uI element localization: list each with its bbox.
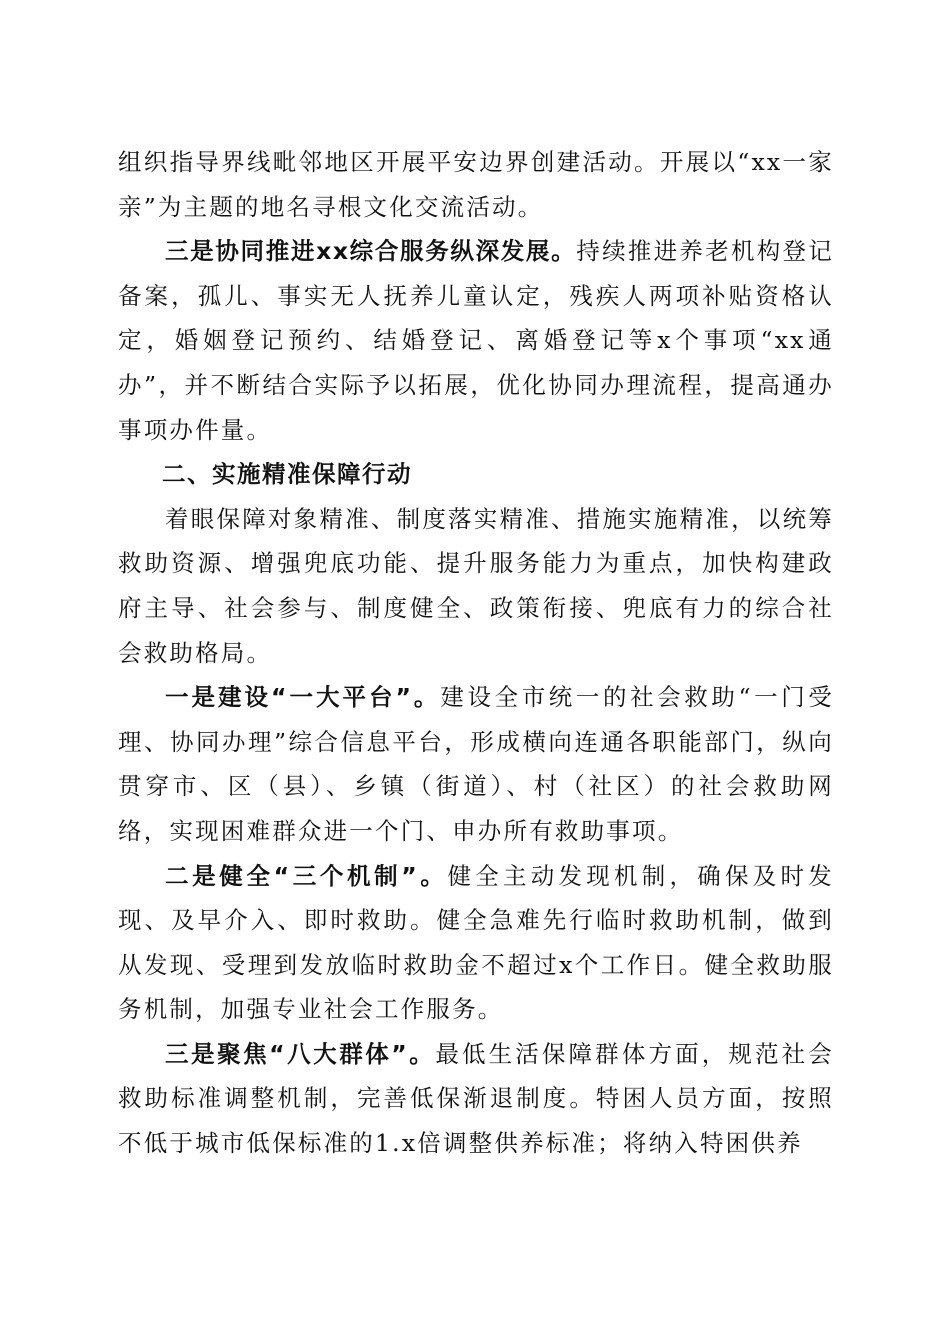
paragraph-5	[118, 854, 834, 1032]
paragraph-6	[118, 1032, 834, 1166]
paragraph-6-lead: 三是聚焦“八大群体”。	[165, 1039, 436, 1068]
paragraph-3	[118, 497, 834, 675]
paragraph-4-text: 建设全市统一的社会救助“一门受理、协同办理”综合信息平台，形成横向连通各职能部门，纵向贯穿市、区（县）、乡镇（街道）、村（社区）的社会救助网络，实现困难群众进一个门、申办所有救助事项。	[118, 683, 834, 845]
paragraph-6-text: 最低生活保障群体方面，规范社会救助标准调整机制，完善低保渐退制度。特困人员方面，按照不低于城市低保标准的1.x倍调整供养标准；将纳入特困供养	[118, 1039, 835, 1158]
paragraph-1	[118, 140, 834, 229]
paragraph-4	[118, 675, 834, 853]
paragraph-4-lead: 一是建设“一大平台”。	[165, 683, 441, 712]
paragraph-2	[118, 229, 834, 452]
paragraph-2-text: 持续推进养老机构登记备案，孤儿、事实无人抚养儿童认定，残疾人两项补贴资格认定，婚姻登记预约、结婚登记、离婚登记等x个事项“xx通办”，并不断结合实际予以拓展，优化协同办理流程，提高通办事项办件量。	[118, 237, 835, 444]
paragraph-5-text: 健全主动发现机制，确保及时发现、及早介入、即时救助。健全急难先行临时救助机制，做到从发现、受理到发放临时救助金不超过x个工作日。健全救助服务机制，加强专业社会工作服务。	[118, 861, 834, 1024]
document-page	[118, 140, 834, 1166]
paragraph-3-text: 着眼保障对象精准、制度落实精准、措施实施精准，以统筹救助资源、增强兜底功能、提升服务能力为重点，加快构建政府主导、社会参与、制度健全、政策衔接、兜底有力的综合社会救助格局。	[118, 504, 834, 667]
paragraph-2-lead: 三是协同推进xx综合服务纵深发展。	[165, 237, 577, 266]
section-heading: 二、实施精准保障行动	[162, 460, 412, 489]
paragraph-5-lead: 二是健全“三个机制”。	[165, 861, 448, 890]
paragraph-1-text: 组织指导界线毗邻地区开展平安边界创建活动。开展以“xx一家亲”为主题的地名寻根文化交流活动。	[118, 148, 834, 221]
